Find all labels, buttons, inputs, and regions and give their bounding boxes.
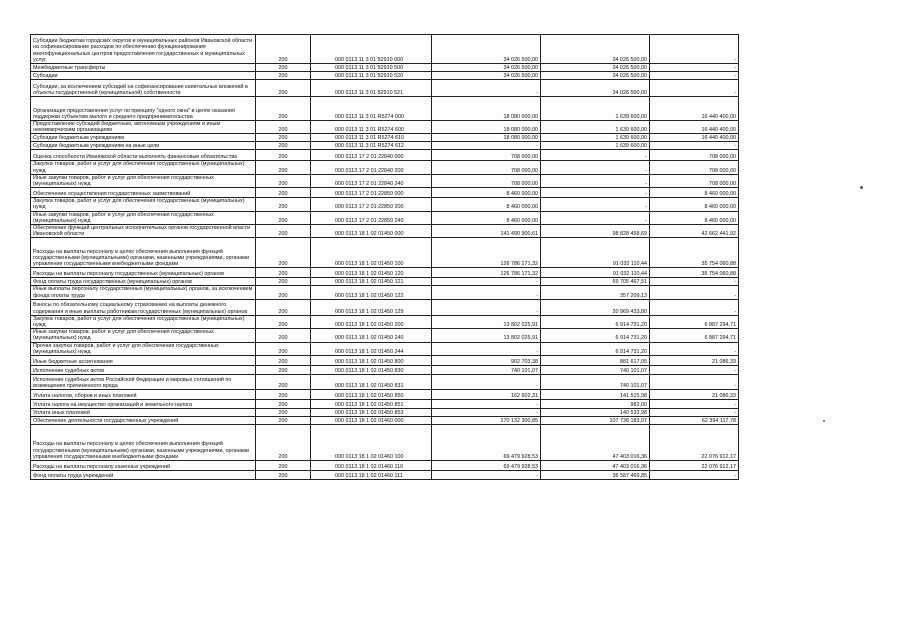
cell-v3: 6 887 294,71	[650, 329, 739, 342]
table-row	[31, 278, 739, 286]
cell-code: 200	[256, 329, 311, 342]
cell-v3: 22 076 912,17	[650, 425, 739, 461]
cell-kbk: 000 0113 18 1 02 01450 200	[311, 315, 432, 328]
table-row	[31, 80, 739, 97]
cell-v3: -	[650, 80, 739, 97]
cell-kbk: 000 0113 18 1 02 01450 831	[311, 375, 432, 390]
cell-name: Оценка способности Ивановской области выполнять финансовые обязательства	[31, 150, 256, 161]
cell-name: Организация предоставления услуг по принципу "одного окна" в целях оказания поддержки субъектам малого и среднего предпринимательства	[31, 97, 256, 121]
cell-kbk: 000 0113 18 1 02 01460 100	[311, 425, 432, 461]
cell-kbk: 000 0113 18 1 02 01460 110	[311, 461, 432, 471]
cell-name: Фонд оплаты труда государственных (муниципальных) органов	[31, 278, 256, 286]
cell-v2: 881 617,05	[541, 356, 650, 366]
cell-v1: 126 786 171,32	[432, 238, 541, 268]
cell-name: Прочая закупка товаров, работ и услуг для обеспечения государственных (муниципальных) нужд	[31, 342, 256, 355]
cell-v2: 34 026 500,00	[541, 35, 650, 64]
table-row	[31, 417, 739, 425]
cell-v2: 91 032 110,44	[541, 238, 650, 268]
table-row	[31, 97, 739, 121]
cell-kbk: 000 0113 17 2 01 22840 200	[311, 161, 432, 174]
cell-kbk: 000 0113 18 1 02 01450 129	[311, 299, 432, 315]
cell-kbk: 000 0113 18 1 02 01450 120	[311, 268, 432, 278]
cell-code: 200	[256, 315, 311, 328]
cell-name: Расходы на выплаты персоналу в целях обеспечения выполнения функций государственными (муниципальными) органами, казенными учреждениями, органами управления государственными внебюджетными фондами	[31, 238, 256, 268]
cell-v2: 69 705 467,51	[541, 278, 650, 286]
cell-kbk: 000 0113 11 3 01 R5274 610	[311, 134, 432, 142]
table-row	[31, 72, 739, 80]
table-row	[31, 188, 739, 198]
cell-code: 200	[256, 80, 311, 97]
cell-v1: 69 479 928,53	[432, 425, 541, 461]
cell-v3: 708 000,00	[650, 174, 739, 187]
cell-kbk: 000 0113 11 3 01 R5274 612	[311, 142, 432, 150]
cell-v2: 20 969 433,80	[541, 299, 650, 315]
cell-v1: 170 132 300,85	[432, 417, 541, 425]
cell-code: 200	[256, 299, 311, 315]
cell-v3: 22 076 912,17	[650, 461, 739, 471]
table-row	[31, 390, 739, 400]
cell-v1: 708 000,00	[432, 174, 541, 187]
cell-v1: -	[432, 342, 541, 355]
cell-kbk: 000 0113 18 1 02 01450 800	[311, 356, 432, 366]
cell-v3: 42 662 441,92	[650, 225, 739, 238]
cell-kbk: 000 0113 18 1 02 01450 244	[311, 342, 432, 355]
cell-v2: 1 639 600,00	[541, 134, 650, 142]
cell-name: Расходы на выплаты персоналу государственных (муниципальных) органов	[31, 268, 256, 278]
cell-v2: -	[541, 198, 650, 211]
cell-v1: 18 080 000,00	[432, 97, 541, 121]
cell-code: 200	[256, 188, 311, 198]
cell-name: Субсидии бюджетным учреждениям	[31, 134, 256, 142]
cell-kbk: 000 0113 17 2 01 22850 240	[311, 211, 432, 224]
cell-name: Субсидии, за исключением субсидий на софинансирование капитальных вложений в объекты государственной (муниципальной) собственности	[31, 80, 256, 97]
table-row	[31, 134, 739, 142]
cell-v3: -	[650, 342, 739, 355]
cell-v1: 13 802 025,91	[432, 329, 541, 342]
cell-v2: 141 515,98	[541, 390, 650, 400]
cell-kbk: 000 0113 18 1 02 01450 851	[311, 400, 432, 409]
cell-v3: -	[650, 471, 739, 480]
cell-v3: 16 440 400,00	[650, 134, 739, 142]
cell-v1: 141 490 900,61	[432, 225, 541, 238]
cell-v3: 8 460 000,00	[650, 198, 739, 211]
table-row	[31, 121, 739, 134]
cell-kbk: 000 0113 11 3 01 82910 521	[311, 80, 432, 97]
cell-v2: 1 639 600,00	[541, 142, 650, 150]
cell-kbk: 000 0113 17 2 01 22850 000	[311, 188, 432, 198]
cell-kbk: 000 0113 11 3 01 82910 500	[311, 64, 432, 72]
cell-v1: 18 080 000,00	[432, 121, 541, 134]
budget-execution-table	[30, 34, 739, 480]
cell-v3: -	[650, 299, 739, 315]
cell-v2: 47 403 016,36	[541, 461, 650, 471]
cell-v3: 16 440 400,00	[650, 97, 739, 121]
cell-v3: 6 887 294,71	[650, 315, 739, 328]
cell-kbk: 000 0113 18 1 02 01450 240	[311, 329, 432, 342]
cell-v2: 6 914 731,20	[541, 329, 650, 342]
cell-kbk: 000 0113 17 2 01 22850 200	[311, 198, 432, 211]
cell-v2: 34 026 500,00	[541, 80, 650, 97]
table-row	[31, 425, 739, 461]
cell-v1: -	[432, 400, 541, 409]
cell-v1: 708 000,00	[432, 150, 541, 161]
cell-v3: -	[650, 35, 739, 64]
cell-kbk: 000 0113 17 2 01 22840 240	[311, 174, 432, 187]
cell-v1: 708 000,00	[432, 161, 541, 174]
cell-name: Исполнение судебных актов Российской Федерации и мировых соглашений по возмещению причиненного вреда	[31, 375, 256, 390]
cell-kbk: 000 0113 18 1 02 01450 000	[311, 225, 432, 238]
cell-v1: -	[432, 471, 541, 480]
cell-code: 200	[256, 375, 311, 390]
cell-v2: 982,00	[541, 400, 650, 409]
cell-v1: -	[432, 286, 541, 299]
cell-v3: -	[650, 142, 739, 150]
cell-name: Уплата налогов, сборов и иных платежей	[31, 390, 256, 400]
table-row	[31, 461, 739, 471]
cell-code: 200	[256, 366, 311, 375]
cell-v1: 34 026 500,00	[432, 64, 541, 72]
cell-v1: -	[432, 278, 541, 286]
table-row	[31, 366, 739, 375]
table-row	[31, 342, 739, 355]
cell-code: 200	[256, 64, 311, 72]
cell-name: Иные закупки товаров, работ и услуг для обеспечения государственных (муниципальных) нужд	[31, 174, 256, 187]
cell-code: 200	[256, 211, 311, 224]
cell-v3: 21 086,33	[650, 356, 739, 366]
cell-code: 200	[256, 425, 311, 461]
cell-v3: 708 000,00	[650, 161, 739, 174]
cell-v2: 357 209,13	[541, 286, 650, 299]
cell-v2: -	[541, 161, 650, 174]
cell-v1: 69 479 928,53	[432, 461, 541, 471]
table-row	[31, 238, 739, 268]
cell-name: Иные бюджетные ассигнования	[31, 356, 256, 366]
cell-v1: -	[432, 375, 541, 390]
cell-kbk: 000 0113 18 1 02 01450 850	[311, 390, 432, 400]
cell-code: 200	[256, 400, 311, 409]
cell-name: Исполнение судебных актов	[31, 366, 256, 375]
cell-kbk: 000 0113 17 2 01 22840 000	[311, 150, 432, 161]
cell-v1: 34 026 500,00	[432, 72, 541, 80]
cell-code: 200	[256, 461, 311, 471]
cell-v3: -	[650, 278, 739, 286]
cell-v1: 162 602,31	[432, 390, 541, 400]
cell-name: Закупка товаров, работ и услуг для обеспечения государственных (муниципальных) нужд	[31, 161, 256, 174]
cell-name: Фонд оплаты труда учреждений	[31, 471, 256, 480]
cell-name: Иные закупки товаров, работ и услуг для обеспечения государственных (муниципальных) нужд	[31, 329, 256, 342]
cell-v1: 8 460 000,00	[432, 211, 541, 224]
cell-name: Иные закупки товаров, работ и услуг для обеспечения государственных (муниципальных) нужд	[31, 211, 256, 224]
table-row	[31, 400, 739, 409]
cell-kbk: 000 0113 11 3 01 R5274 600	[311, 121, 432, 134]
cell-name: Субсидии бюджетным учреждениям на иные цели	[31, 142, 256, 150]
cell-v1: 740 101,07	[432, 366, 541, 375]
cell-kbk: 000 0113 11 3 01 R5274 000	[311, 97, 432, 121]
table-row	[31, 150, 739, 161]
cell-name: Межбюджетные трансферты	[31, 64, 256, 72]
cell-name: Обеспечение деятельности государственных учреждений	[31, 417, 256, 425]
cell-name: Предоставление субсидий бюджетным, автономным учреждениям и иным некоммерческим организациям	[31, 121, 256, 134]
cell-v2: 6 914 731,20	[541, 342, 650, 355]
scan-speck	[860, 186, 863, 189]
cell-name: Закупка товаров, работ и услуг для обеспечения государственных (муниципальных) нужд	[31, 198, 256, 211]
cell-kbk: 000 0113 11 3 01 82910 000	[311, 35, 432, 64]
cell-v2: 1 639 600,00	[541, 97, 650, 121]
cell-v1: 902 703,38	[432, 356, 541, 366]
cell-kbk: 000 0113 18 1 02 01450 853	[311, 409, 432, 417]
table-row	[31, 286, 739, 299]
cell-code: 200	[256, 134, 311, 142]
scan-speck	[823, 420, 825, 422]
cell-name: Субсидии бюджетам городских округов и муниципальных районов Ивановской области на софинансирование расходов по обеспечению функционирования многофункциональных центров предоставления государственных и муниципальных услуг	[31, 35, 256, 64]
cell-v2: 740 101,07	[541, 366, 650, 375]
cell-name: Закупка товаров, работ и услуг для обеспечения государственных (муниципальных) нужд	[31, 315, 256, 328]
cell-v2: -	[541, 174, 650, 187]
cell-code: 200	[256, 174, 311, 187]
cell-v1: 8 460 000,00	[432, 188, 541, 198]
table-row	[31, 142, 739, 150]
cell-v2: 98 828 458,69	[541, 225, 650, 238]
cell-name: Расходы на выплаты персоналу в целях обеспечения выполнения функций государственными (муниципальными) органами, казенными учреждениями, органами управления государственными внебюджетными фондами	[31, 425, 256, 461]
cell-v3: -	[650, 286, 739, 299]
cell-code: 200	[256, 72, 311, 80]
cell-v3: 35 754 060,88	[650, 268, 739, 278]
cell-code: 200	[256, 409, 311, 417]
cell-v2: 34 026 500,00	[541, 72, 650, 80]
cell-v2: 6 914 731,20	[541, 315, 650, 328]
cell-kbk: 000 0113 18 1 02 01450 122	[311, 286, 432, 299]
cell-v1: 18 080 000,00	[432, 134, 541, 142]
cell-v1: 126 786 171,32	[432, 268, 541, 278]
cell-v2: 91 032 110,44	[541, 268, 650, 278]
cell-code: 200	[256, 161, 311, 174]
cell-v2: -	[541, 150, 650, 161]
cell-code: 200	[256, 286, 311, 299]
cell-v3: 62 394 117,78	[650, 417, 739, 425]
cell-name: Субсидии	[31, 72, 256, 80]
cell-code: 200	[256, 225, 311, 238]
cell-code: 200	[256, 390, 311, 400]
cell-code: 200	[256, 35, 311, 64]
cell-code: 200	[256, 356, 311, 366]
cell-name: Обеспечение функций центральных исполнительных органов государственной власти Ивановской области	[31, 225, 256, 238]
cell-v1: -	[432, 142, 541, 150]
table-row	[31, 211, 739, 224]
cell-v2: 36 587 469,85	[541, 471, 650, 480]
table-row	[31, 198, 739, 211]
cell-code: 200	[256, 97, 311, 121]
cell-name: Иные выплаты персоналу государственных (муниципальных) органов, за исключением фонда оплаты труда	[31, 286, 256, 299]
table-row	[31, 225, 739, 238]
cell-name: Уплата иных платежей	[31, 409, 256, 417]
cell-name: Взносы по обязательному социальному страхованию на выплаты денежного содержания и иные выплаты работникам государственных (муниципальных) органов	[31, 299, 256, 315]
table-row	[31, 315, 739, 328]
cell-code: 200	[256, 238, 311, 268]
table-row	[31, 268, 739, 278]
cell-v1: -	[432, 80, 541, 97]
cell-name: Расходы на выплаты персоналу казенных учреждений	[31, 461, 256, 471]
cell-v3: 35 754 060,88	[650, 238, 739, 268]
table-row	[31, 329, 739, 342]
cell-v3: 8 460 000,00	[650, 211, 739, 224]
cell-code: 200	[256, 142, 311, 150]
cell-v1: 13 802 025,91	[432, 315, 541, 328]
cell-v3: 8 460 000,00	[650, 188, 739, 198]
cell-name: Обеспечение осуществления государственных заимствований	[31, 188, 256, 198]
table-row	[31, 356, 739, 366]
cell-v3: 708 000,00	[650, 150, 739, 161]
cell-v2: 107 738 183,07	[541, 417, 650, 425]
table-row	[31, 174, 739, 187]
cell-kbk: 000 0113 18 1 02 01460 111	[311, 471, 432, 480]
table-row	[31, 161, 739, 174]
cell-v3: -	[650, 366, 739, 375]
cell-kbk: 000 0113 18 1 02 01450 100	[311, 238, 432, 268]
table-body	[31, 35, 739, 480]
cell-kbk: 000 0113 18 1 02 01450 830	[311, 366, 432, 375]
cell-v2: 47 403 016,36	[541, 425, 650, 461]
cell-v2: 140 533,98	[541, 409, 650, 417]
table-row	[31, 35, 739, 64]
cell-code: 200	[256, 278, 311, 286]
cell-code: 200	[256, 417, 311, 425]
cell-code: 200	[256, 342, 311, 355]
table-row	[31, 409, 739, 417]
cell-v2: 34 026 500,00	[541, 64, 650, 72]
cell-v2: -	[541, 211, 650, 224]
cell-v3: -	[650, 400, 739, 409]
cell-v2: 740 101,07	[541, 375, 650, 390]
cell-v2: -	[541, 188, 650, 198]
cell-v3: -	[650, 375, 739, 390]
cell-v3: 16 440 400,00	[650, 121, 739, 134]
table-row	[31, 64, 739, 72]
cell-code: 200	[256, 471, 311, 480]
cell-v3: -	[650, 64, 739, 72]
cell-name: Уплата налога на имущество организаций и земельного налога	[31, 400, 256, 409]
cell-code: 200	[256, 268, 311, 278]
cell-v3: -	[650, 409, 739, 417]
cell-v2: 1 639 600,00	[541, 121, 650, 134]
table-row	[31, 471, 739, 480]
cell-v1: 34 026 500,00	[432, 35, 541, 64]
cell-v3: 21 086,33	[650, 390, 739, 400]
cell-kbk: 000 0113 11 3 01 82910 520	[311, 72, 432, 80]
table-row	[31, 299, 739, 315]
cell-v1: -	[432, 299, 541, 315]
cell-v1: -	[432, 409, 541, 417]
cell-code: 200	[256, 198, 311, 211]
cell-v3: -	[650, 72, 739, 80]
cell-code: 200	[256, 150, 311, 161]
table-row	[31, 375, 739, 390]
cell-code: 200	[256, 121, 311, 134]
cell-v1: 8 460 000,00	[432, 198, 541, 211]
cell-kbk: 000 0113 18 1 02 01450 121	[311, 278, 432, 286]
cell-kbk: 000 0113 18 1 02 01460 000	[311, 417, 432, 425]
